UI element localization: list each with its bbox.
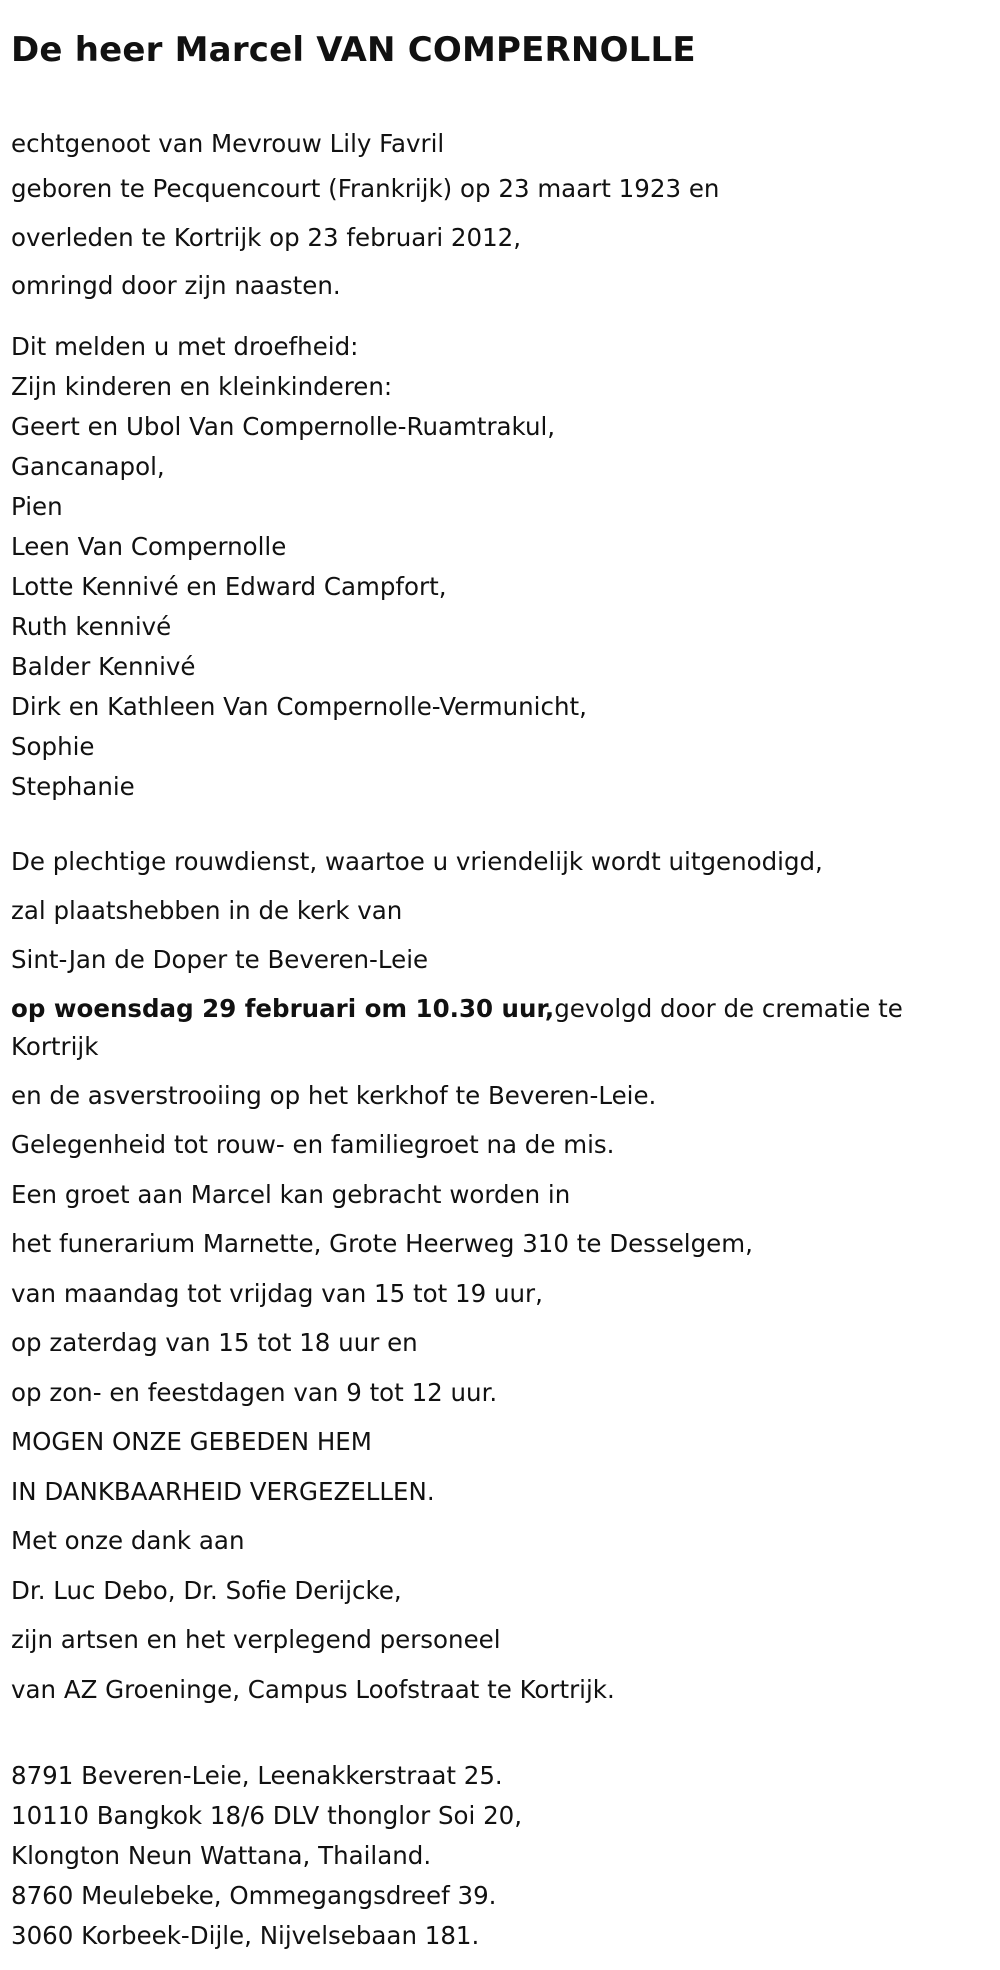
family-member: Leen Van Compernolle <box>11 532 287 561</box>
family-subheading: Zijn kinderen en kleinkinderen: <box>11 372 393 401</box>
service-date-line <box>11 990 990 1066</box>
intro-section <box>11 124 990 310</box>
service-line: zal plaatshebben in de kerk van <box>11 896 403 925</box>
address-line: 10110 Bangkok 18/6 DLV thonglor Soi 20, <box>11 1801 523 1830</box>
family-member: Lotte Kennivé en Edward Campfort, <box>11 572 447 601</box>
service-date: op woensdag 29 februari om 10.30 uur, <box>11 994 555 1023</box>
page-title: De heer Marcel VAN COMPERNOLLE <box>11 30 696 70</box>
family-member: Gancanapol, <box>11 452 165 481</box>
service-line: en de asverstrooiing op het kerkhof te Beveren-Leie. <box>11 1081 657 1110</box>
intro-line: geboren te Pecquencourt (Frankrijk) op 23 maart 1923 en <box>11 174 720 203</box>
family-member: Stephanie <box>11 772 135 801</box>
service-line: Gelegenheid tot rouw- en familiegroet na de mis. <box>11 1130 615 1159</box>
family-section <box>11 327 587 807</box>
service-line: Sint-Jan de Doper te Beveren-Leie <box>11 945 429 974</box>
service-line: Een groet aan Marcel kan gebracht worden in <box>11 1180 571 1209</box>
service-line: De plechtige rouwdienst, waartoe u vriendelijk wordt uitgenodigd, <box>11 847 823 876</box>
service-line: het funerarium Marnette, Grote Heerweg 310 te Desselgem, <box>11 1229 753 1258</box>
intro-line: echtgenoot van Mevrouw Lily Favril <box>11 129 445 158</box>
family-member: Geert en Ubol Van Compernolle-Ruamtrakul, <box>11 412 556 441</box>
service-line: IN DANKBAARHEID VERGEZELLEN. <box>11 1477 435 1506</box>
service-line: zijn artsen en het verplegend personeel <box>11 1625 501 1654</box>
address-line: 3060 Korbeek-Dijle, Nijvelsebaan 181. <box>11 1921 480 1950</box>
intro-line: overleden te Kortrijk op 23 februari 2012, <box>11 223 522 252</box>
family-member: Ruth kennivé <box>11 612 172 641</box>
family-member: Dirk en Kathleen Van Compernolle-Vermunicht, <box>11 692 587 721</box>
family-member: Sophie <box>11 732 95 761</box>
service-date-rest: gevolgd door de crematie te Kortrijk <box>11 994 903 1061</box>
service-line: Met onze dank aan <box>11 1526 245 1555</box>
service-line: van AZ Groeninge, Campus Loofstraat te Kortrijk. <box>11 1675 615 1704</box>
address-line: 8791 Beveren-Leie, Leenakkerstraat 25. <box>11 1761 503 1790</box>
service-line: Dr. Luc Debo, Dr. Sofie Derijcke, <box>11 1576 402 1605</box>
family-member: Balder Kennivé <box>11 652 196 681</box>
service-section <box>11 842 990 1719</box>
family-heading: Dit melden u met droefheid: <box>11 332 359 361</box>
service-line: op zon- en feestdagen van 9 tot 12 uur. <box>11 1378 498 1407</box>
addresses-section <box>11 1756 522 1956</box>
service-line: op zaterdag van 15 tot 18 uur en <box>11 1328 418 1357</box>
service-line: MOGEN ONZE GEBEDEN HEM <box>11 1427 372 1456</box>
intro-line: omringd door zijn naasten. <box>11 271 341 300</box>
address-line: 8760 Meulebeke, Ommegangsdreef 39. <box>11 1881 497 1910</box>
family-member: Pien <box>11 492 63 521</box>
address-line: Klongton Neun Wattana, Thailand. <box>11 1841 432 1870</box>
service-line: van maandag tot vrijdag van 15 tot 19 uur, <box>11 1279 543 1308</box>
